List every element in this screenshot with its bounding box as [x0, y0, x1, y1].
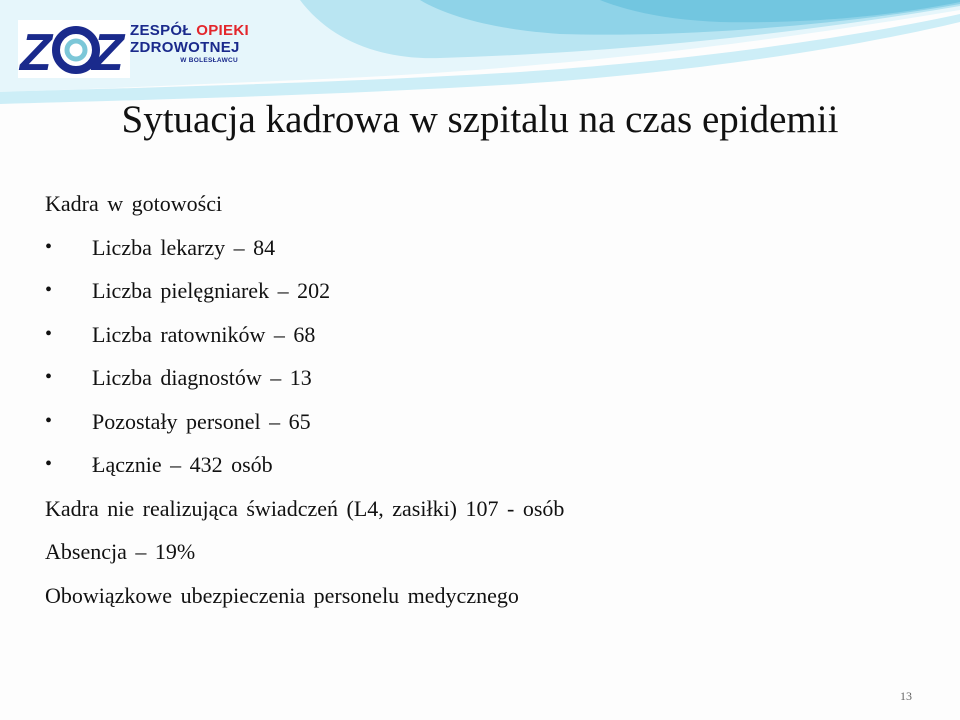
zoz-logo [18, 20, 249, 78]
logo-line-1: ZESPÓŁ OPIEKI [130, 22, 249, 39]
bullet-icon: • [45, 409, 53, 432]
list-item-text: Liczba pielęgniarek – 202 [92, 278, 331, 303]
bullet-icon: • [45, 279, 53, 301]
list-item-text: Pozostały personel – 65 [92, 408, 311, 434]
bullet-icon: • [45, 235, 53, 258]
zoz-logo-mark [18, 20, 130, 78]
list-item-text: Łącznie – 432 osób [92, 452, 273, 477]
bullet-icon: • [45, 366, 53, 388]
list-item [45, 443, 925, 487]
logo-line-2: ZDROWOTNEJ [130, 39, 240, 56]
list-item [45, 356, 925, 400]
svg-text:Z: Z [92, 24, 124, 78]
bullet-icon: • [45, 453, 53, 475]
list-item-text: Liczba lekarzy – 84 [92, 234, 276, 260]
list-item [45, 226, 925, 270]
outro-line: Absencja – 19% [45, 539, 196, 564]
outro-line: Obowiązkowe ubezpieczenia personelu medycznego [45, 582, 519, 608]
list-item-text: Liczba diagnostów – 13 [92, 365, 312, 390]
list-item [45, 269, 925, 313]
logo-line-3: W BOLESŁAWCU [180, 57, 238, 64]
slide-title: Sytuacja kadrowa w szpitalu na czas epidemii [121, 98, 839, 141]
outro-line: Kadra nie realizująca świadczeń (L4, zasiłki) 107 - osób [45, 495, 565, 521]
list-item [45, 400, 925, 444]
list-item-text: Liczba ratowników – 68 [92, 321, 316, 347]
svg-text:Z: Z [20, 24, 52, 78]
list-item [45, 313, 925, 357]
bullet-icon: • [45, 322, 53, 345]
zoz-logo-wordmark [130, 22, 249, 78]
slide-number: 13 [900, 689, 912, 703]
intro-line: Kadra w gotowości [45, 191, 223, 216]
slide-content [45, 182, 925, 617]
